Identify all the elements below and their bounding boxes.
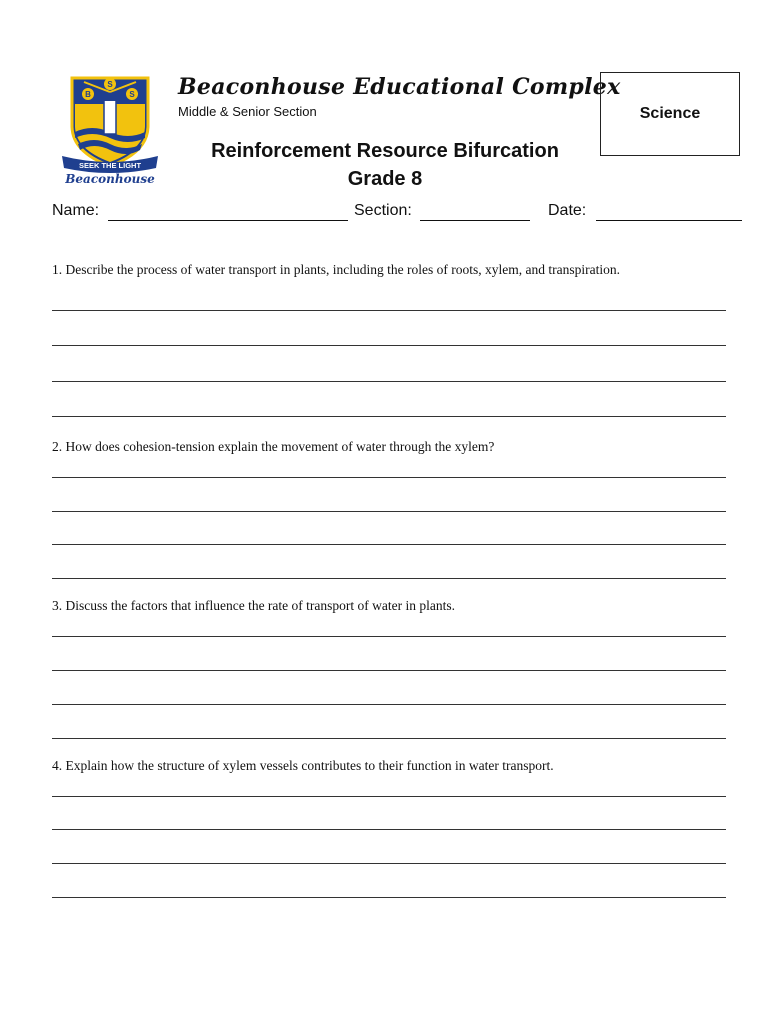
beaconhouse-logo xyxy=(60,74,160,184)
sub-section: Middle & Senior Section xyxy=(178,104,317,119)
subject-label: Science xyxy=(639,105,701,122)
crest-letter: S xyxy=(107,80,113,89)
date-field[interactable] xyxy=(596,220,742,221)
answer-line[interactable] xyxy=(52,704,726,705)
name-label: Name: xyxy=(52,202,100,219)
name-field[interactable] xyxy=(108,220,348,221)
worksheet-title: Reinforcement Resource Bifurcation xyxy=(211,140,559,162)
answer-line[interactable] xyxy=(52,670,726,671)
answer-line[interactable] xyxy=(52,863,726,864)
answer-line[interactable] xyxy=(52,511,726,512)
school-name: Beaconhouse Educational Complex xyxy=(178,74,621,100)
section-field[interactable] xyxy=(420,220,530,221)
crest-letter: S xyxy=(129,90,135,99)
answer-line[interactable] xyxy=(52,578,726,579)
answer-line[interactable] xyxy=(52,345,726,346)
answer-line[interactable] xyxy=(52,477,726,478)
question-3: 3. Discuss the factors that influence the rate of transport of water in plants. xyxy=(52,598,455,613)
date-label: Date: xyxy=(548,202,587,219)
question-4: 4. Explain how the structure of xylem vessels contributes to their function in water transport. xyxy=(52,758,554,773)
grade-label: Grade 8 xyxy=(347,168,423,190)
answer-line[interactable] xyxy=(52,796,726,797)
question-1: 1. Describe the process of water transport in plants, including the roles of roots, xylem, and transpiration. xyxy=(52,262,620,277)
answer-line[interactable] xyxy=(52,738,726,739)
logo-wordmark: Beaconhouse xyxy=(65,172,155,184)
answer-line[interactable] xyxy=(52,829,726,830)
answer-line[interactable] xyxy=(52,310,726,311)
answer-line[interactable] xyxy=(52,416,726,417)
answer-line[interactable] xyxy=(52,897,726,898)
section-label: Section: xyxy=(354,202,412,219)
answer-line[interactable] xyxy=(52,636,726,637)
answer-line[interactable] xyxy=(52,381,726,382)
subject-box xyxy=(600,72,740,156)
motto-text: SEEK THE LIGHT xyxy=(78,161,142,170)
lighthouse-tower xyxy=(104,100,116,134)
crest-letter: B xyxy=(85,90,91,99)
answer-line[interactable] xyxy=(52,544,726,545)
question-2: 2. How does cohesion-tension explain the movement of water through the xylem? xyxy=(52,439,495,454)
lighthouse-lamp xyxy=(102,94,118,101)
